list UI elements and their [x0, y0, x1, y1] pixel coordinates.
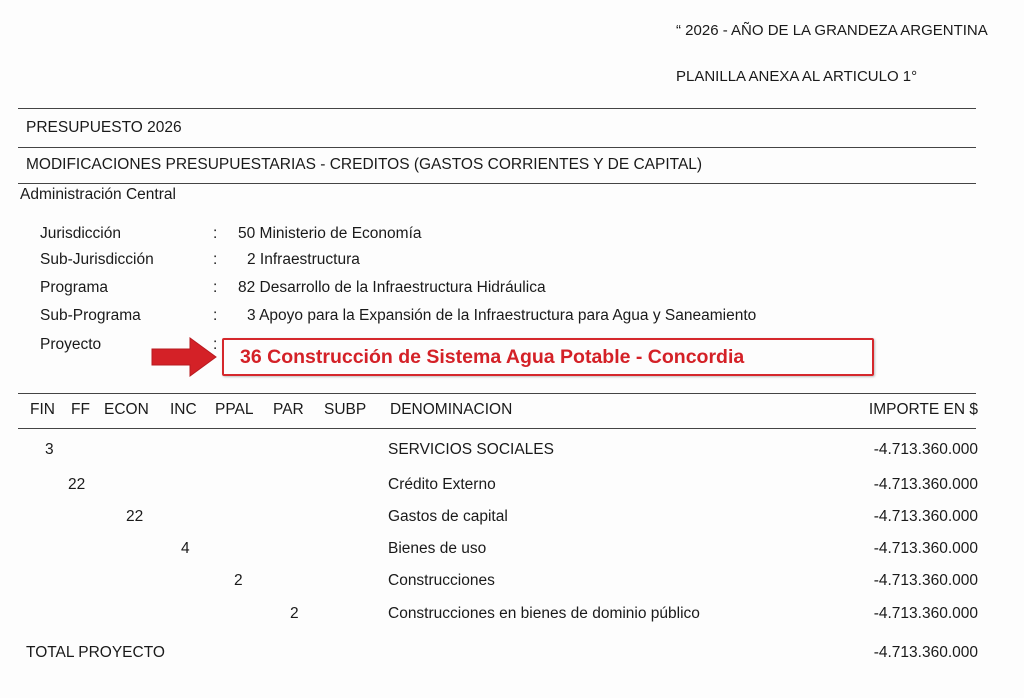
- total-label: TOTAL PROYECTO: [26, 644, 165, 661]
- info-label: Sub-Programa: [40, 307, 141, 324]
- info-label: Proyecto: [40, 336, 102, 353]
- info-colon: :: [213, 251, 218, 268]
- divider: [18, 147, 976, 148]
- divider: [18, 108, 976, 109]
- proyecto-highlight-box: [222, 338, 874, 376]
- row-importe: -4.713.360.000: [873, 441, 978, 458]
- modificaciones-title: MODIFICACIONES PRESUPUESTARIAS - CREDITOS (GASTOS CORRIENTES Y DE CAPITAL): [26, 156, 703, 173]
- info-value: 50 Ministerio de Economía: [238, 225, 422, 242]
- col-par: PAR: [273, 401, 304, 418]
- col-denominacion: DENOMINACION: [390, 401, 513, 418]
- col-econ: ECON: [104, 401, 149, 418]
- row-code: 3: [45, 441, 54, 458]
- col-ff: FF: [71, 401, 90, 418]
- row-denominacion: Bienes de uso: [388, 540, 487, 557]
- row-denominacion: SERVICIOS SOCIALES: [388, 441, 554, 458]
- motto-text: “ 2026 - AÑO DE LA GRANDEZA ARGENTINA: [676, 22, 988, 39]
- row-code: 2: [234, 572, 243, 589]
- info-colon: :: [213, 336, 218, 353]
- info-label: Programa: [40, 279, 109, 296]
- row-code: 2: [290, 605, 299, 622]
- col-ppal: PPAL: [215, 401, 254, 418]
- info-label: Sub-Jurisdicción: [40, 251, 154, 268]
- row-denominacion: Construcciones: [388, 572, 495, 589]
- row-code: 4: [181, 540, 190, 557]
- row-denominacion: Crédito Externo: [388, 476, 496, 493]
- administracion-label: Administración Central: [20, 186, 176, 203]
- total-importe: -4.713.360.000: [873, 644, 978, 661]
- row-importe: -4.713.360.000: [873, 476, 978, 493]
- info-value: 82 Desarrollo de la Infraestructura Hidráulica: [238, 279, 546, 296]
- red-arrow-icon: [150, 336, 220, 378]
- row-importe: -4.713.360.000: [873, 540, 978, 557]
- info-value: 3 Apoyo para la Expansión de la Infraestructura para Agua y Saneamiento: [247, 307, 757, 324]
- col-subp: SUBP: [324, 401, 367, 418]
- row-importe: -4.713.360.000: [873, 508, 978, 525]
- row-code: 22: [126, 508, 144, 525]
- row-denominacion: Gastos de capital: [388, 508, 508, 525]
- row-code: 22: [68, 476, 86, 493]
- info-colon: :: [213, 225, 218, 242]
- proyecto-value: 36 Construcción de Sistema Agua Potable - Concordia: [240, 346, 745, 368]
- presupuesto-title: PRESUPUESTO 2026: [26, 119, 182, 136]
- col-fin: FIN: [30, 401, 55, 418]
- row-denominacion: Construcciones en bienes de dominio público: [388, 605, 700, 622]
- col-inc: INC: [170, 401, 197, 418]
- col-importe: IMPORTE EN $: [868, 401, 978, 418]
- planilla-title: PLANILLA ANEXA AL ARTICULO 1°: [676, 68, 918, 85]
- info-value: 2 Infraestructura: [247, 251, 360, 268]
- info-colon: :: [213, 279, 218, 296]
- divider: [18, 393, 976, 394]
- row-importe: -4.713.360.000: [873, 572, 978, 589]
- divider: [18, 428, 976, 429]
- row-importe: -4.713.360.000: [873, 605, 978, 622]
- info-colon: :: [213, 307, 218, 324]
- info-label: Jurisdicción: [40, 225, 121, 242]
- divider: [18, 183, 976, 184]
